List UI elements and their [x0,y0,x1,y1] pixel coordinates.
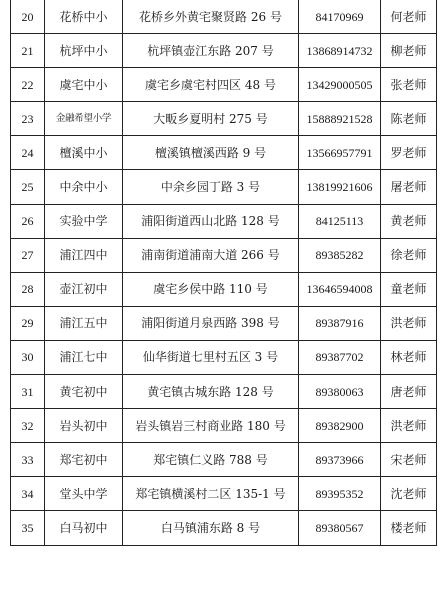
row-number: 35 [11,511,45,545]
table-row [11,34,437,68]
school-name: 浦江四中 [45,238,123,272]
school-name: 浦江五中 [45,306,123,340]
school-name: 郑宅初中 [45,443,123,477]
school-name: 实验中学 [45,204,123,238]
school-address: 杭坪镇壶江东路 207 号 [123,34,299,68]
contact-person: 张老师 [381,68,437,102]
school-name: 浦江七中 [45,340,123,374]
school-contact-table [10,0,437,546]
row-number: 23 [11,102,45,136]
row-number: 26 [11,204,45,238]
table-row [11,443,437,477]
school-address: 浦阳街道西山北路 128 号 [123,204,299,238]
school-address: 岩头镇岩三村商业路 180 号 [123,409,299,443]
school-address: 浦南街道浦南大道 266 号 [123,238,299,272]
school-name: 黄宅初中 [45,375,123,409]
contact-person: 洪老师 [381,306,437,340]
row-number: 21 [11,34,45,68]
phone-number: 89373966 [299,443,381,477]
school-address: 中余乡园丁路 3 号 [123,170,299,204]
contact-person: 洪老师 [381,409,437,443]
school-name: 檀溪中小 [45,136,123,170]
contact-person: 楼老师 [381,511,437,545]
school-address: 仙华街道七里村五区 3 号 [123,340,299,374]
school-name: 中余中小 [45,170,123,204]
row-number: 27 [11,238,45,272]
school-name: 金融希望小学 [45,102,123,136]
contact-person: 沈老师 [381,477,437,511]
school-name: 虞宅中小 [45,68,123,102]
phone-number: 89380567 [299,511,381,545]
table-row [11,238,437,272]
phone-number: 89385282 [299,238,381,272]
phone-number: 89382900 [299,409,381,443]
row-number: 32 [11,409,45,443]
table-row [11,340,437,374]
school-name: 岩头初中 [45,409,123,443]
row-number: 25 [11,170,45,204]
contact-person: 陈老师 [381,102,437,136]
contact-person: 林老师 [381,340,437,374]
contact-person: 徐老师 [381,238,437,272]
table-row [11,306,437,340]
contact-person: 屠老师 [381,170,437,204]
table-row [11,204,437,238]
row-number: 34 [11,477,45,511]
school-address: 虞宅乡侯中路 110 号 [123,272,299,306]
phone-number: 13819921606 [299,170,381,204]
contact-person: 童老师 [381,272,437,306]
row-number: 33 [11,443,45,477]
school-name: 杭坪中小 [45,34,123,68]
row-number: 28 [11,272,45,306]
school-name: 堂头中学 [45,477,123,511]
row-number: 22 [11,68,45,102]
phone-number: 13566957791 [299,136,381,170]
school-address: 檀溪镇檀溪西路 9 号 [123,136,299,170]
contact-person: 宋老师 [381,443,437,477]
row-number: 29 [11,306,45,340]
school-address: 花桥乡外黄宅聚贤路 26 号 [123,0,299,34]
table-row [11,0,437,34]
contact-person: 唐老师 [381,375,437,409]
table-row [11,477,437,511]
contact-person: 何老师 [381,0,437,34]
phone-number: 89387702 [299,340,381,374]
phone-number: 13646594008 [299,272,381,306]
table-row [11,68,437,102]
table-row [11,272,437,306]
school-name: 白马初中 [45,511,123,545]
row-number: 31 [11,375,45,409]
school-name: 花桥中小 [45,0,123,34]
table-row [11,409,437,443]
contact-person: 黄老师 [381,204,437,238]
phone-number: 89380063 [299,375,381,409]
school-name: 壶江初中 [45,272,123,306]
contact-person: 柳老师 [381,34,437,68]
row-number: 24 [11,136,45,170]
school-address: 白马镇浦东路 8 号 [123,511,299,545]
table-row [11,102,437,136]
phone-number: 89387916 [299,306,381,340]
contact-person: 罗老师 [381,136,437,170]
phone-number: 13868914732 [299,34,381,68]
school-contact-table-page [10,0,436,582]
row-number: 30 [11,340,45,374]
table-row [11,511,437,545]
row-number: 20 [11,0,45,34]
table-row [11,136,437,170]
table-row [11,170,437,204]
phone-number: 89395352 [299,477,381,511]
school-address: 虞宅乡虞宅村四区 48 号 [123,68,299,102]
phone-number: 84170969 [299,0,381,34]
school-address: 大畈乡夏明村 275 号 [123,102,299,136]
phone-number: 84125113 [299,204,381,238]
school-address: 黄宅镇古城东路 128 号 [123,375,299,409]
phone-number: 13429000505 [299,68,381,102]
school-address: 郑宅镇仁义路 788 号 [123,443,299,477]
table-row [11,375,437,409]
school-address: 浦阳街道月泉西路 398 号 [123,306,299,340]
school-address: 郑宅镇横溪村二区 135-1 号 [123,477,299,511]
phone-number: 15888921528 [299,102,381,136]
